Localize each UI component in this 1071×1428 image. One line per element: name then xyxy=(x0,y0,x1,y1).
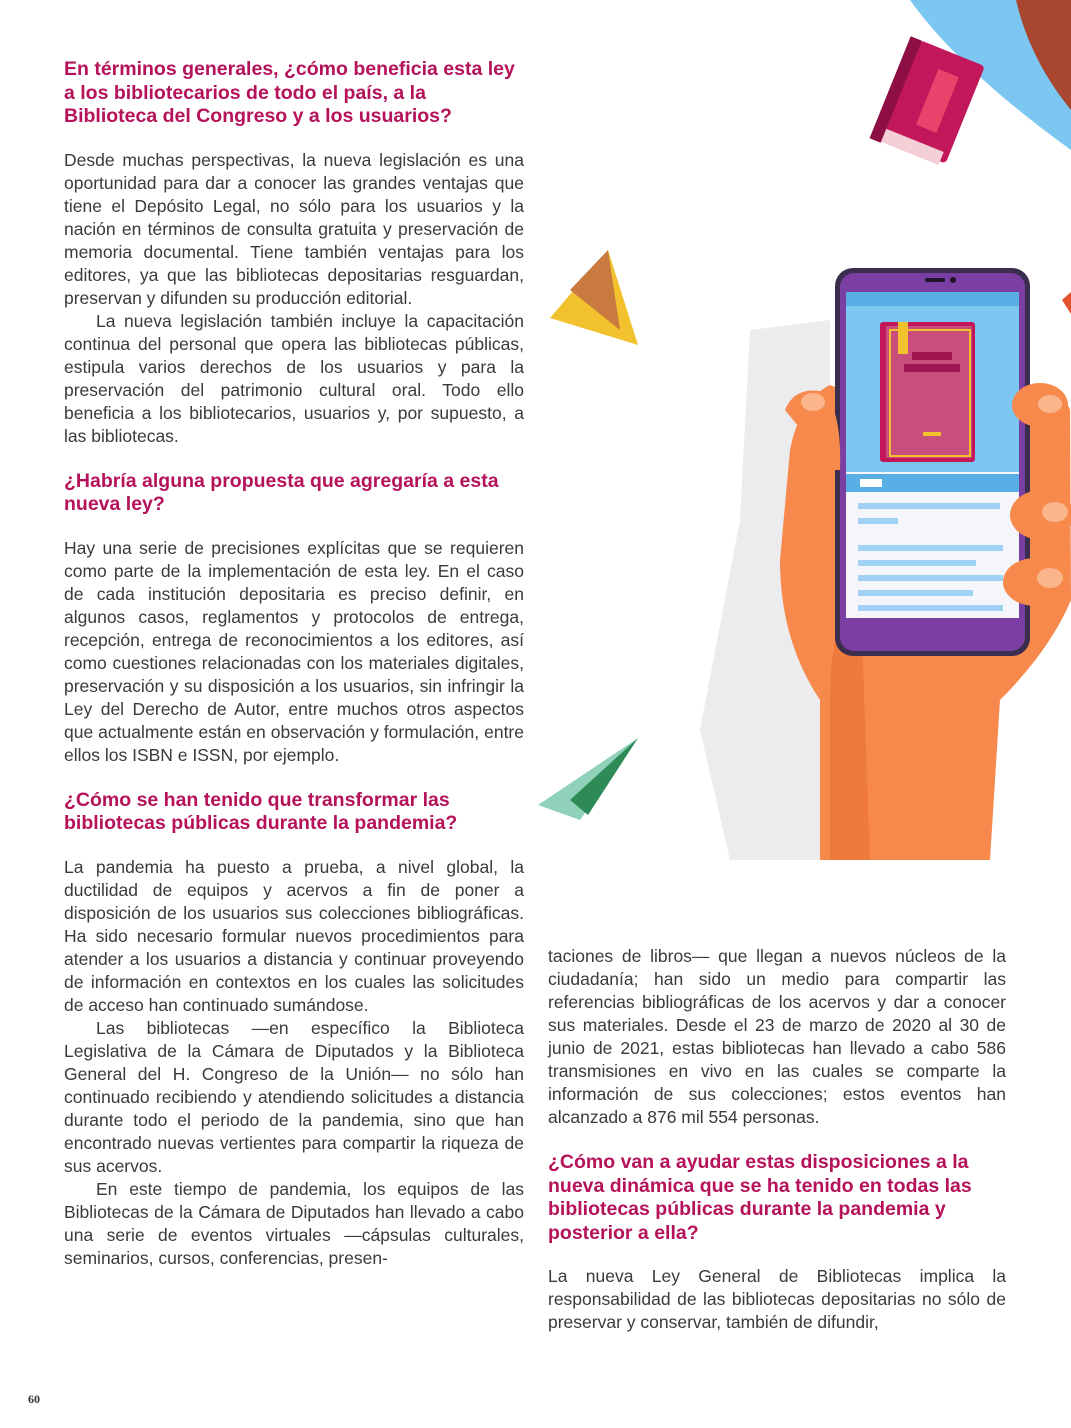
answer-paragraph: Hay una serie de precisiones explícitas que se requieren como parte de la implementación de esta ley. En el caso de cada institución depositaria es preciso definir, en algunos casos, reglamentos y protocolos de entrega, recepción, entrega de reconocimientos a los editores, así como cuestiones relacionadas con los materiales digitales, preservación y su disposición a los usuarios, sin infringir la Ley del Derecho de Autor, entre muchos otros aspectos que actualmente están en observación y formulación, entre ellos los ISBN e ISSN, por ejemplo. xyxy=(64,537,524,765)
answer-paragraph-continued: taciones de libros— que llegan a nuevos núcleos de la ciudadanía; han sido un medio para compartir las referencias bibliográficas de los acervos y dar a conocer sus materiales. Desde el 23 de marzo de 2020 al 30 de junio de 2021, estas bibliotecas han llevado a cabo 586 transmisiones en vivo en las cuales se comparte la información de sus colecciones; estos eventos han alcanzado a 876 mil 554 personas. xyxy=(548,946,1006,1127)
red-shard-shape xyxy=(1062,292,1071,314)
question-heading-2: ¿Habría alguna propuesta que agregaría a esta nueva ley? xyxy=(64,469,499,515)
phone-hand-illustration xyxy=(530,0,1071,900)
green-paper-plane-icon xyxy=(538,738,638,820)
page-number: 60 xyxy=(28,1392,40,1406)
right-column xyxy=(548,945,1006,1334)
left-column xyxy=(64,58,524,1270)
answer-paragraph: La pandemia ha puesto a prueba, a nivel global, la ductilidad de equipos y acervos a fin de poner a disposición de los usuarios sus colecciones bibliográficas. Ha sido necesario formular nuevos procedimientos para atender a los usuarios a distancia y continuar proveyendo de información en contextos en los cuales las solicitudes de acceso han continuado sumándose. xyxy=(64,856,524,1015)
yellow-paper-plane-icon xyxy=(550,250,638,345)
question-heading-4: ¿Cómo van a ayudar estas disposiciones a la nueva dinámica que se ha tenido en todas las bibliotecas públicas durante la pandemia y posterior a ella? xyxy=(548,1151,972,1244)
screen-header-shape xyxy=(846,292,1019,306)
question-heading-1: En términos generales, ¿cómo beneficia esta ley a los bibliotecarios de todo el país, a la Biblioteca del Congreso y a los usuarios? xyxy=(64,58,515,127)
answer-paragraph: La nueva legislación también incluye la capacitación continua del personal que opera las bibliotecas públicas, estipula varios derechos de los usuarios y para la preservación del patrimonio cultural oral. Todo ello beneficia a los bibliotecarios, usuarios y, por supuesto, a las bibliotecas. xyxy=(64,310,524,446)
question-heading-3: ¿Cómo se han tenido que transformar las bibliotecas públicas durante la pandemia? xyxy=(64,788,458,834)
answer-paragraph: En este tiempo de pandemia, los equipos de las Bibliotecas de la Cámara de Diputados han llevado a cabo una serie de eventos virtuales —cápsulas culturales, seminarios, cursos, conferencias, presen- xyxy=(64,1178,524,1268)
answer-paragraph: La nueva Ley General de Bibliotecas implica la responsabilidad de las bibliotecas depositarias no sólo de preservar y conservar, también de difundir, xyxy=(548,1266,1006,1332)
answer-paragraph: Desde muchas perspectivas, la nueva legislación es una oportunidad para dar a conocer las grandes ventajas que tiene el Depósito Legal, no sólo para los usuarios y la nación en términos de consulta gratuita y preservación de memoria documental. Tiene también ventajas para los editores, ya que las bibliotecas depositarias resguardan, preservan y difunden su producción editorial. xyxy=(64,149,524,308)
answer-paragraph: Las bibliotecas —en específico la Biblioteca Legislativa de la Cámara de Diputados y la Biblioteca General del H. Congreso de la Unión— no sólo han continuado recibiendo y atendiendo solicitudes a distancia durante todo el periodo de la pandemia, sino que han encontrado nuevas vertientes para compartir la riqueza de sus acervos. xyxy=(64,1017,524,1176)
screen-book-icon xyxy=(880,322,975,462)
